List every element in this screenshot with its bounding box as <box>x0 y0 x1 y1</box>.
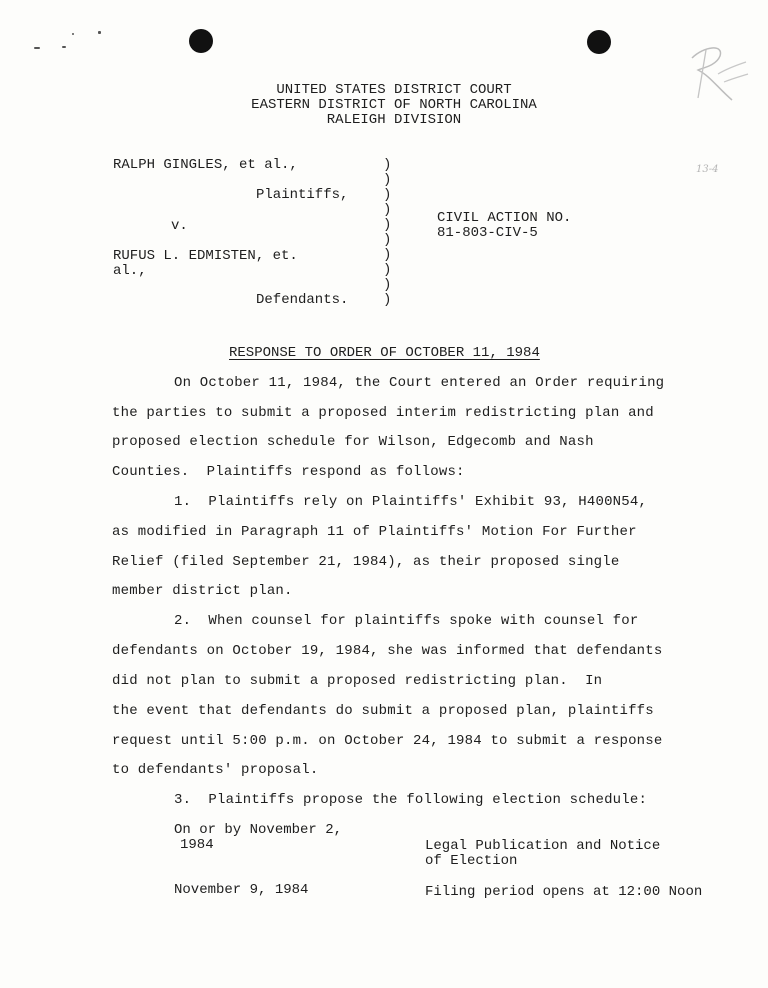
punch-hole-left <box>189 29 213 53</box>
punch-hole-right <box>587 30 611 54</box>
margin-note: 13-4 <box>696 164 719 175</box>
caption-paren: ) <box>383 157 392 173</box>
body-line: as modified in Paragraph 11 of Plaintiffs' Motion For Further <box>112 524 637 540</box>
caption-paren: ) <box>383 217 392 233</box>
plaintiff-role: Plaintiffs, <box>256 187 349 203</box>
caption-paren: ) <box>383 247 392 263</box>
schedule-event: Filing period opens at 12:00 Noon <box>425 884 703 900</box>
caption-paren: ) <box>383 172 392 188</box>
body-line: member district plan. <box>112 583 293 599</box>
schedule-date: 1984 <box>180 837 214 853</box>
case-label: CIVIL ACTION NO. <box>437 210 572 226</box>
schedule-event: of Election <box>425 853 518 869</box>
body-line: to defendants' proposal. <box>112 762 319 778</box>
body-line: the parties to submit a proposed interim redistricting plan and <box>112 405 654 421</box>
schedule-event: Legal Publication and Notice <box>425 838 661 854</box>
versus: v. <box>171 218 188 234</box>
caption-paren: ) <box>383 292 392 308</box>
caption-paren: ) <box>383 202 392 218</box>
body-line: Relief (filed September 21, 1984), as their proposed single <box>112 554 620 570</box>
body-line: 1. Plaintiffs rely on Plaintiffs' Exhibit 93, H400N54, <box>174 494 648 510</box>
caption-paren: ) <box>383 262 392 278</box>
court-name: UNITED STATES DISTRICT COURT <box>276 82 512 98</box>
scan-speck <box>62 46 66 48</box>
caption-paren: ) <box>383 187 392 203</box>
court-district: EASTERN DISTRICT OF NORTH CAROLINA <box>251 97 537 113</box>
body-line: On October 11, 1984, the Court entered an Order requiring <box>174 375 665 391</box>
scan-speck <box>34 47 40 49</box>
defendant-name: RUFUS L. EDMISTEN, et. <box>113 248 298 264</box>
document-title: RESPONSE TO ORDER OF OCTOBER 11, 1984 <box>229 345 540 361</box>
plaintiff-name: RALPH GINGLES, et al., <box>113 157 298 173</box>
schedule-date: On or by November 2, <box>174 822 343 838</box>
body-line: 3. Plaintiffs propose the following election schedule: <box>174 792 648 808</box>
body-line: defendants on October 19, 1984, she was informed that defendants <box>112 643 663 659</box>
caption-paren: ) <box>383 277 392 293</box>
scan-speck <box>98 31 101 34</box>
caption-paren: ) <box>383 232 392 248</box>
body-line: 2. When counsel for plaintiffs spoke with counsel for <box>174 613 639 629</box>
body-line: Counties. Plaintiffs respond as follows: <box>112 464 465 480</box>
body-line: did not plan to submit a proposed redistricting plan. In <box>112 673 603 689</box>
body-line: the event that defendants do submit a proposed plan, plaintiffs <box>112 703 654 719</box>
court-division: RALEIGH DIVISION <box>326 112 462 128</box>
defendant-name-cont: al., <box>113 263 147 279</box>
body-line: proposed election schedule for Wilson, Edgecomb and Nash <box>112 434 594 450</box>
defendant-role: Defendants. <box>256 292 349 308</box>
case-number: 81-803-CIV-5 <box>437 225 538 241</box>
body-line: request until 5:00 p.m. on October 24, 1984 to submit a response <box>112 733 663 749</box>
schedule-date: November 9, 1984 <box>174 882 309 898</box>
scan-speck <box>72 33 74 35</box>
